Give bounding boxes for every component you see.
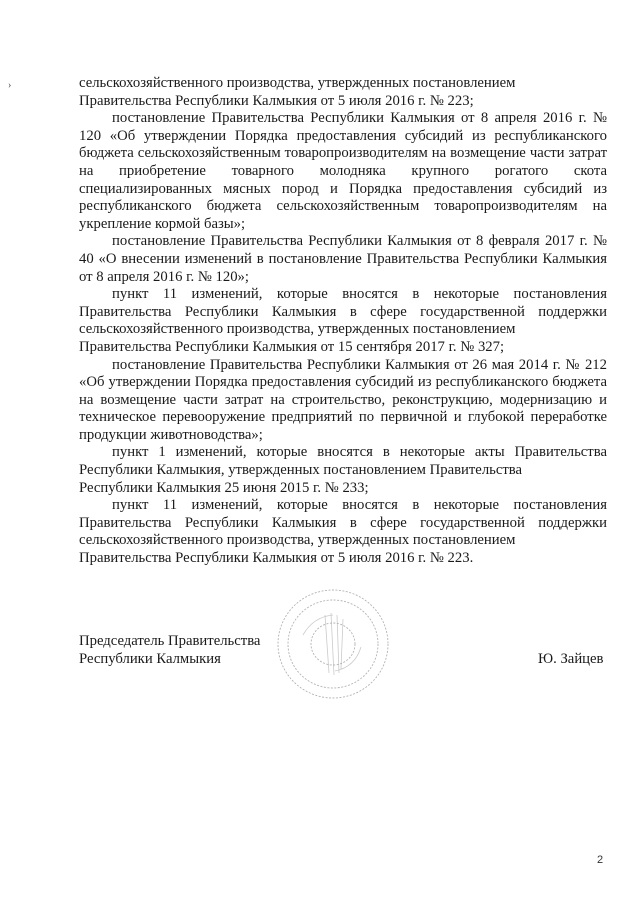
margin-mark: › xyxy=(8,80,12,91)
paragraph-resolution-40: постановление Правительства Республики Калмыкия от 8 февраля 2017 г. № 40 «О внесении изменений в постановление Правительства Республики Калмыкия от 8 апреля 2016 г. № 120»; xyxy=(79,233,607,285)
paragraph-resolution-120: постановление Правительства Республики Калмыкия от 8 апреля 2016 г. № 120 «Об утверждении Порядка предоставления субсидий из республиканского бюджета сельскохозяйственным товаропроизводителям на возмещение части затрат на приобретение товарного молодняка крупного рогатого скота специализированных мясных пород и Порядка предоставления субсидий из республиканского бюджета сельскохозяйственным товаропроизводителям на укрепление кормой базы»; xyxy=(79,110,607,232)
signatory-position: Председатель Правительства Республики Калмыкия xyxy=(79,633,261,667)
paragraph-item-1-resolution-233: пункт 1 изменений, которые вносятся в некоторые акты Правительства Республики Калмыкия, утвержденных постановлением Правительства Республики Калмыкия 25 июня 2015 г. № 233; xyxy=(79,444,607,496)
paragraph-continuation: сельскохозяйственного производства, утвержденных постановлением Правительства Республики Калмыкия от 5 июля 2016 г. № 223; xyxy=(79,75,516,109)
signatory-name: Ю. Зайцев xyxy=(538,651,604,667)
paragraph-resolution-212: постановление Правительства Республики Калмыкия от 26 мая 2014 г. № 212 «Об утверждении Порядка предоставления субсидий из республиканского бюджета на возмещение части затрат на строительство, реконструкцию, модернизацию и техническое перевооружение предприятий по первичной и глубокой переработке продукции животноводства»; xyxy=(79,356,607,443)
page-number: 2 xyxy=(597,854,604,866)
document-body xyxy=(79,75,607,568)
paragraph-item-11-resolution-223: пункт 11 изменений, которые вносятся в некоторые постановления Правительства Республики Калмыкия в сфере государственной поддержки сельскохозяйственного производства, утвержденных постановлением Правительства Республики Калмыкия от 5 июля 2016 г. № 223. xyxy=(79,497,607,567)
official-seal-stamp xyxy=(273,585,393,703)
paragraph-item-11-resolution-327: пункт 11 изменений, которые вносятся в некоторые постановления Правительства Республики Калмыкия в сфере государственной поддержки сельскохозяйственного производства, утвержденных постановлением Правительства Республики Калмыкия от 15 сентября 2017 г. № 327; xyxy=(79,286,607,355)
